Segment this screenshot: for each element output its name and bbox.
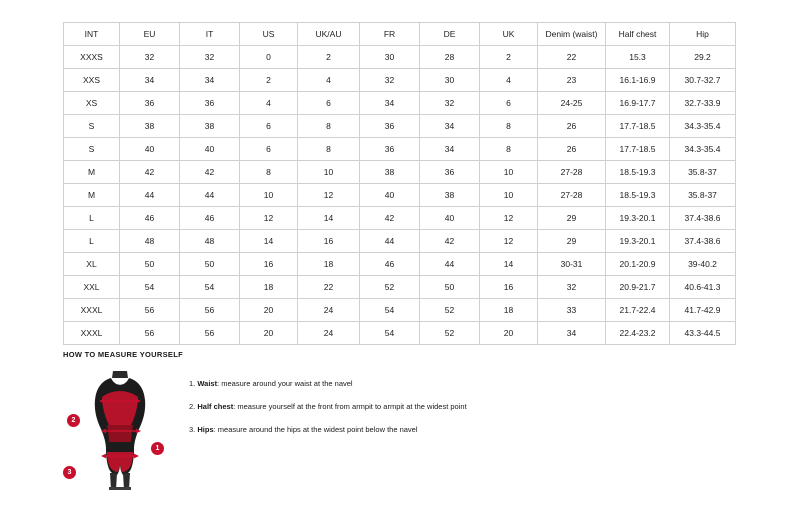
cell-hip: 40.6-41.3 (670, 276, 736, 299)
cell-fr: 34 (360, 92, 420, 115)
cell-half-chest: 18.5-19.3 (606, 161, 670, 184)
how-to-measure-section (63, 350, 735, 494)
instruction-hips (189, 425, 467, 434)
cell-half-chest: 22.4-23.2 (606, 322, 670, 345)
cell-eu: 44 (120, 184, 180, 207)
cell-it: 56 (180, 322, 240, 345)
cell-denim-waist: 29 (538, 230, 606, 253)
table-row (64, 138, 736, 161)
cell-us: 0 (240, 46, 298, 69)
cell-it: 48 (180, 230, 240, 253)
cell-it: 40 (180, 138, 240, 161)
cell-int: XXXL (64, 322, 120, 345)
cell-int: L (64, 230, 120, 253)
cell-eu: 34 (120, 69, 180, 92)
cell-denim-waist: 24-25 (538, 92, 606, 115)
cell-us: 18 (240, 276, 298, 299)
cell-it: 38 (180, 115, 240, 138)
cell-de: 32 (420, 92, 480, 115)
cell-fr: 30 (360, 46, 420, 69)
cell-fr: 38 (360, 161, 420, 184)
table-row (64, 207, 736, 230)
cell-eu: 32 (120, 46, 180, 69)
cell-denim-waist: 27-28 (538, 184, 606, 207)
cell-fr: 54 (360, 322, 420, 345)
cell-denim-waist: 27-28 (538, 161, 606, 184)
table-row (64, 92, 736, 115)
cell-it: 32 (180, 46, 240, 69)
cell-hip: 32.7-33.9 (670, 92, 736, 115)
instruction-text: : measure around your waist at the navel (217, 379, 353, 388)
cell-uk: 4 (480, 69, 538, 92)
cell-half-chest: 15.3 (606, 46, 670, 69)
measure-instructions (189, 369, 467, 448)
cell-eu: 54 (120, 276, 180, 299)
table-row (64, 299, 736, 322)
cell-int: S (64, 138, 120, 161)
column-header-half-chest: Half chest (606, 23, 670, 46)
table-row (64, 46, 736, 69)
cell-it: 50 (180, 253, 240, 276)
cell-us: 20 (240, 299, 298, 322)
cell-hip: 43.3-44.5 (670, 322, 736, 345)
cell-half-chest: 17.7-18.5 (606, 115, 670, 138)
cell-eu: 38 (120, 115, 180, 138)
cell-fr: 42 (360, 207, 420, 230)
instruction-number: 3. (189, 425, 196, 434)
cell-de: 34 (420, 138, 480, 161)
cell-uk: 10 (480, 184, 538, 207)
cell-eu: 40 (120, 138, 180, 161)
column-header-it: IT (180, 23, 240, 46)
cell-hip: 30.7-32.7 (670, 69, 736, 92)
table-row (64, 115, 736, 138)
cell-hip: 35.8-37 (670, 184, 736, 207)
cell-hip: 37.4-38.6 (670, 207, 736, 230)
cell-denim-waist: 26 (538, 115, 606, 138)
instruction-half-chest (189, 402, 467, 411)
cell-denim-waist: 32 (538, 276, 606, 299)
cell-hip: 34.3-35.4 (670, 115, 736, 138)
size-chart-table (63, 22, 736, 345)
cell-half-chest: 16.1-16.9 (606, 69, 670, 92)
instruction-number: 2. (189, 402, 196, 411)
cell-us: 16 (240, 253, 298, 276)
cell-fr: 32 (360, 69, 420, 92)
cell-uk: 16 (480, 276, 538, 299)
cell-de: 52 (420, 299, 480, 322)
cell-it: 42 (180, 161, 240, 184)
column-header-denim-waist: Denim (waist) (538, 23, 606, 46)
cell-fr: 36 (360, 115, 420, 138)
cell-hip: 35.8-37 (670, 161, 736, 184)
cell-uk: 12 (480, 230, 538, 253)
column-header-de: DE (420, 23, 480, 46)
column-header-int: INT (64, 23, 120, 46)
cell-int: XXS (64, 69, 120, 92)
cell-us: 6 (240, 115, 298, 138)
cell-denim-waist: 33 (538, 299, 606, 322)
table-row (64, 253, 736, 276)
cell-uk: 20 (480, 322, 538, 345)
cell-denim-waist: 23 (538, 69, 606, 92)
column-header-eu: EU (120, 23, 180, 46)
table-header-row (64, 23, 736, 46)
cell-uk: 8 (480, 115, 538, 138)
cell-eu: 48 (120, 230, 180, 253)
cell-uk-au: 8 (298, 138, 360, 161)
cell-fr: 44 (360, 230, 420, 253)
cell-de: 42 (420, 230, 480, 253)
cell-half-chest: 18.5-19.3 (606, 184, 670, 207)
cell-int: XL (64, 253, 120, 276)
table-row (64, 184, 736, 207)
mannequin-icon (87, 369, 153, 491)
cell-int: XXXS (64, 46, 120, 69)
cell-eu: 42 (120, 161, 180, 184)
cell-int: M (64, 161, 120, 184)
cell-fr: 36 (360, 138, 420, 161)
cell-half-chest: 16.9-17.7 (606, 92, 670, 115)
cell-int: XXXL (64, 299, 120, 322)
instruction-text: : measure around the hips at the widest point below the navel (213, 425, 418, 434)
cell-it: 54 (180, 276, 240, 299)
cell-fr: 40 (360, 184, 420, 207)
table-row (64, 69, 736, 92)
instruction-number: 1. (189, 379, 196, 388)
cell-de: 44 (420, 253, 480, 276)
cell-fr: 52 (360, 276, 420, 299)
cell-half-chest: 20.9-21.7 (606, 276, 670, 299)
cell-uk-au: 10 (298, 161, 360, 184)
callout-badge-2: 2 (67, 414, 80, 427)
cell-uk: 18 (480, 299, 538, 322)
instruction-term: Waist (197, 379, 218, 388)
how-to-measure-title: HOW TO MEASURE YOURSELF (63, 350, 183, 359)
cell-us: 14 (240, 230, 298, 253)
callout-badge-3: 3 (63, 466, 76, 479)
cell-hip: 34.3-35.4 (670, 138, 736, 161)
cell-uk-au: 16 (298, 230, 360, 253)
cell-uk: 6 (480, 92, 538, 115)
cell-fr: 46 (360, 253, 420, 276)
how-to-measure-body (63, 369, 735, 494)
cell-denim-waist: 22 (538, 46, 606, 69)
cell-eu: 36 (120, 92, 180, 115)
mannequin-diagram (63, 369, 181, 494)
size-chart-container (63, 22, 735, 345)
cell-half-chest: 21.7-22.4 (606, 299, 670, 322)
table-row (64, 322, 736, 345)
column-header-uk-au: UK/AU (298, 23, 360, 46)
callout-badge-1: 1 (151, 442, 164, 455)
cell-half-chest: 19.3-20.1 (606, 230, 670, 253)
cell-denim-waist: 26 (538, 138, 606, 161)
cell-us: 12 (240, 207, 298, 230)
cell-eu: 56 (120, 322, 180, 345)
cell-us: 2 (240, 69, 298, 92)
instruction-term: Half chest (197, 402, 234, 411)
column-header-uk: UK (480, 23, 538, 46)
cell-uk-au: 24 (298, 299, 360, 322)
cell-it: 56 (180, 299, 240, 322)
cell-int: XXL (64, 276, 120, 299)
cell-it: 34 (180, 69, 240, 92)
cell-uk-au: 22 (298, 276, 360, 299)
cell-uk-au: 8 (298, 115, 360, 138)
cell-denim-waist: 34 (538, 322, 606, 345)
cell-de: 34 (420, 115, 480, 138)
cell-eu: 56 (120, 299, 180, 322)
cell-uk-au: 4 (298, 69, 360, 92)
cell-int: M (64, 184, 120, 207)
cell-hip: 41.7-42.9 (670, 299, 736, 322)
instruction-term: Hips (197, 425, 214, 434)
cell-uk-au: 12 (298, 184, 360, 207)
column-header-us: US (240, 23, 298, 46)
cell-uk: 12 (480, 207, 538, 230)
instruction-waist (189, 379, 467, 388)
cell-uk-au: 24 (298, 322, 360, 345)
cell-it: 36 (180, 92, 240, 115)
cell-it: 44 (180, 184, 240, 207)
cell-denim-waist: 29 (538, 207, 606, 230)
column-header-hip: Hip (670, 23, 736, 46)
cell-de: 50 (420, 276, 480, 299)
cell-us: 4 (240, 92, 298, 115)
table-row (64, 230, 736, 253)
instruction-text: : measure yourself at the front from armpit to armpit at the widest point (233, 402, 467, 411)
column-header-fr: FR (360, 23, 420, 46)
table-row (64, 276, 736, 299)
cell-hip: 39-40.2 (670, 253, 736, 276)
cell-de: 28 (420, 46, 480, 69)
cell-uk: 8 (480, 138, 538, 161)
cell-int: XS (64, 92, 120, 115)
cell-int: S (64, 115, 120, 138)
cell-fr: 54 (360, 299, 420, 322)
cell-int: L (64, 207, 120, 230)
cell-de: 38 (420, 184, 480, 207)
cell-us: 10 (240, 184, 298, 207)
cell-de: 36 (420, 161, 480, 184)
cell-us: 6 (240, 138, 298, 161)
cell-us: 20 (240, 322, 298, 345)
cell-us: 8 (240, 161, 298, 184)
cell-half-chest: 17.7-18.5 (606, 138, 670, 161)
cell-half-chest: 20.1-20.9 (606, 253, 670, 276)
cell-eu: 46 (120, 207, 180, 230)
cell-hip: 29.2 (670, 46, 736, 69)
cell-de: 30 (420, 69, 480, 92)
cell-uk: 10 (480, 161, 538, 184)
cell-uk: 2 (480, 46, 538, 69)
cell-de: 40 (420, 207, 480, 230)
table-row (64, 161, 736, 184)
cell-uk-au: 6 (298, 92, 360, 115)
cell-de: 52 (420, 322, 480, 345)
cell-uk-au: 2 (298, 46, 360, 69)
cell-uk-au: 18 (298, 253, 360, 276)
cell-eu: 50 (120, 253, 180, 276)
cell-uk: 14 (480, 253, 538, 276)
cell-it: 46 (180, 207, 240, 230)
cell-denim-waist: 30-31 (538, 253, 606, 276)
cell-half-chest: 19.3-20.1 (606, 207, 670, 230)
cell-hip: 37.4-38.6 (670, 230, 736, 253)
cell-uk-au: 14 (298, 207, 360, 230)
